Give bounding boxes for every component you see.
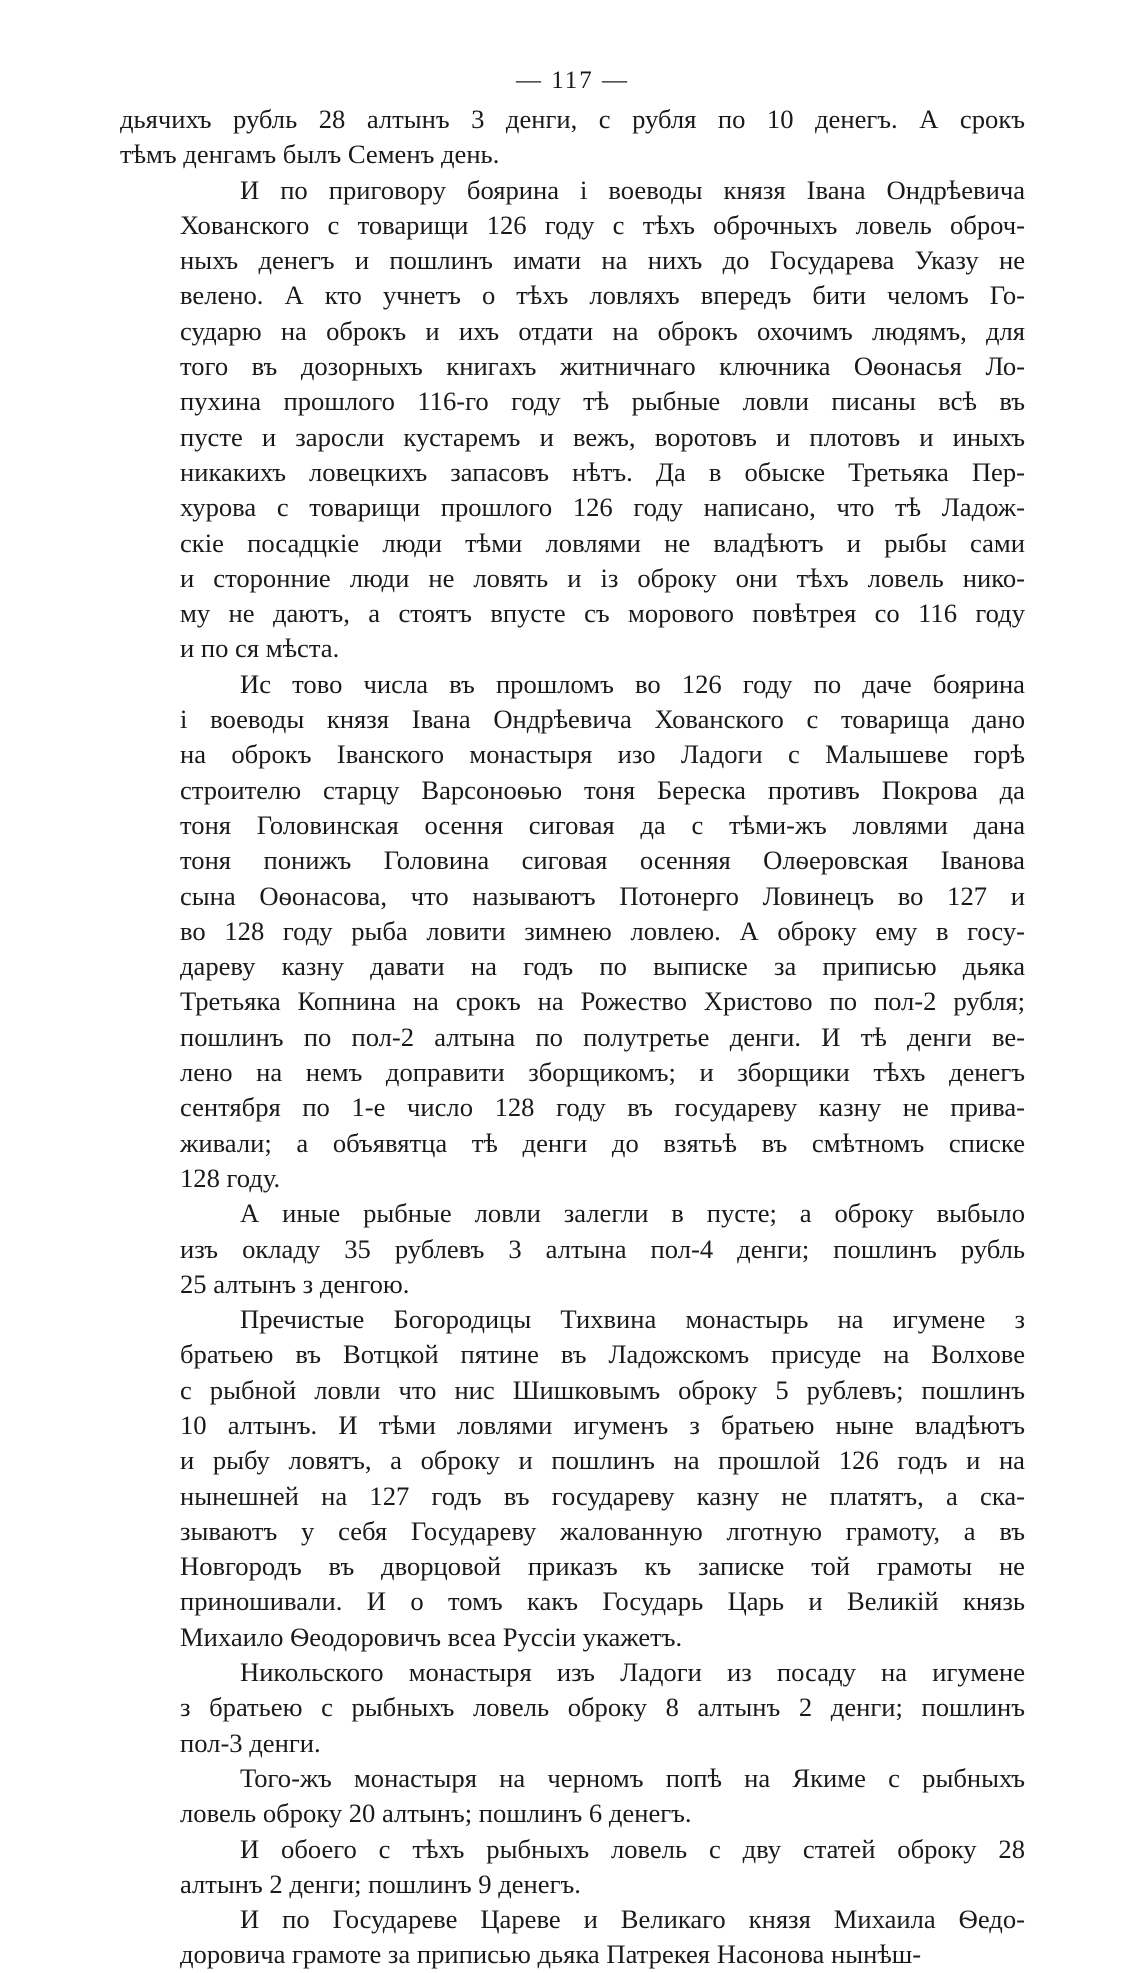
text-line: И обоего с тѣхъ рыбныхъ ловель с дву статей оброку 28 xyxy=(240,1833,1025,1864)
text-line: изъ окладу 35 рублевъ 3 алтына пол-4 денги; пошлинъ рубль xyxy=(180,1233,1025,1264)
paragraph xyxy=(120,1196,1025,1302)
text-line: Новгородъ въ дворцовой приказъ къ записке той грамоты не xyxy=(180,1551,1025,1582)
text-line: и сторонние люди не ловять и із оброку они тѣхъ ловель нико- xyxy=(180,562,1025,593)
paragraph xyxy=(120,1655,1025,1761)
page-number: — 117 — xyxy=(515,67,630,94)
paragraph xyxy=(120,1302,1025,1655)
paragraph xyxy=(120,1761,1025,1832)
text-line: И по приговору боярина і воеводы князя Івана Ондрѣевича xyxy=(240,174,1025,205)
text-line: ныхъ денегъ и пошлинъ имати на нихъ до Государева Указу не xyxy=(180,245,1025,276)
text-line: с рыбной ловли что нис Шишковымъ оброку 5 рублевъ; пошлинъ xyxy=(180,1374,1025,1405)
text-line: приношивали. И о томъ какъ Государь Царь и Великій князь xyxy=(180,1586,1025,1617)
text-line: сентября по 1-е число 128 году въ государеву казну не прива- xyxy=(180,1092,1025,1123)
text-line: му не даютъ, а стоятъ впусте съ морового повѣтрея со 116 году xyxy=(180,598,1025,629)
text-line: з братьею с рыбныхъ ловель оброку 8 алтынъ 2 денги; пошлинъ xyxy=(180,1692,1025,1723)
text-line: хурова с товарищи прошлого 126 году написано, что тѣ Ладож- xyxy=(180,492,1025,523)
text-line: тѣмъ денгамъ былъ Семенъ день. xyxy=(120,139,500,170)
text-line: и по ся мѣста. xyxy=(180,633,340,664)
page-body-text xyxy=(120,102,1025,1973)
text-line: 128 году. xyxy=(180,1162,281,1193)
text-line: Никольского монастыря изъ Ладоги из посаду на игумене xyxy=(240,1657,1025,1688)
text-line: Пречистые Богородицы Тихвина монастырь на игумене з xyxy=(240,1304,1025,1335)
text-line: велено. А кто учнетъ о тѣхъ ловляхъ впередъ бити челомъ Го- xyxy=(180,280,1025,311)
paragraph xyxy=(120,173,1025,667)
text-line: алтынъ 2 денги; пошлинъ 9 денегъ. xyxy=(180,1868,581,1899)
text-line: того въ дозорныхъ книгахъ житничнаго ключника Оѳонасья Ло- xyxy=(180,351,1025,382)
text-line: во 128 году рыба ловити зимнею ловлею. А оброку ему в госу- xyxy=(180,915,1025,946)
text-line: Хованского с товарищи 126 году с тѣхъ оброчныхъ ловель оброч- xyxy=(180,209,1025,240)
paragraph xyxy=(120,1902,1025,1973)
text-line: строителю старцу Варсоноѳью тоня Береска противъ Покрова да xyxy=(180,774,1025,805)
text-line: и рыбу ловятъ, а оброку и пошлинъ на прошлой 126 годъ и на xyxy=(180,1445,1025,1476)
text-line: пухина прошлого 116-го году тѣ рыбные ловли писаны всѣ въ xyxy=(180,386,1025,417)
text-line: нынешней на 127 годъ въ государеву казну не платятъ, а ска- xyxy=(180,1480,1025,1511)
text-line: тоня понижъ Головина сиговая осенняя Олѳеровская Іванова xyxy=(180,845,1025,876)
text-line: 10 алтынъ. И тѣми ловлями игуменъ з братьею ныне владѣютъ xyxy=(180,1409,1025,1440)
text-line: дареву казну давати на годъ по выписке за приписью дьяка xyxy=(180,951,1025,982)
text-line: братьею въ Вотцкой пятине въ Ладожскомъ присуде на Волхове xyxy=(180,1339,1025,1370)
text-line: пусте и заросли кустаремъ и вежъ, воротовъ и плотовъ и иныхъ xyxy=(180,421,1025,452)
text-line: зываютъ у себя Государеву жалованную лготную грамоту, а въ xyxy=(180,1515,1025,1546)
text-line: 25 алтынъ з денгою. xyxy=(180,1268,410,1299)
paragraph xyxy=(120,667,1025,1196)
text-line: ловель оброку 20 алтынъ; пошлинъ 6 денегъ. xyxy=(180,1798,692,1829)
text-line: Того-жъ монастыря на черномъ попѣ на Якиме с рыбныхъ xyxy=(240,1762,1025,1793)
paragraph xyxy=(120,102,1025,173)
text-line: И по Государеве Цареве и Великаго князя Михаила Ѳедо- xyxy=(240,1904,1025,1935)
text-line: пол-3 денги. xyxy=(180,1727,321,1758)
paragraph xyxy=(120,1832,1025,1903)
text-line: доровича грамоте за приписью дьяка Патрекея Насонова нынѣш- xyxy=(180,1939,922,1970)
text-line: тоня Головинская осення сиговая да с тѣми-жъ ловлями дана xyxy=(180,809,1025,840)
text-line: Ис тово числа въ прошломъ во 126 году по даче боярина xyxy=(240,668,1025,699)
text-line: Третьяка Копнина на срокъ на Рожество Христово по пол-2 рубля; xyxy=(180,986,1025,1017)
text-line: живали; а объявятца тѣ денги до взятьѣ въ смѣтномъ списке xyxy=(180,1127,1025,1158)
text-line: Михаило Ѳеодоровичъ всеа Руссіи укажетъ. xyxy=(180,1621,683,1652)
text-line: пошлинъ по пол-2 алтына по полутретье денги. И тѣ денги ве- xyxy=(180,1021,1025,1052)
text-line: лено на немъ доправити зборщикомъ; и зборщики тѣхъ денегъ xyxy=(180,1057,1025,1088)
text-line: никакихъ ловецкихъ запасовъ нѣтъ. Да в обыске Третьяка Пер- xyxy=(180,456,1025,487)
text-line: і воеводы князя Івана Ондрѣевича Хованского с товарища дано xyxy=(180,704,1025,735)
text-line: А иные рыбные ловли залегли в пусте; а оброку выбыло xyxy=(240,1198,1025,1229)
text-line: скіе посадцкіе люди тѣми ловлями не владѣютъ и рыбы сами xyxy=(180,527,1025,558)
text-line: на оброкъ Іванского монастыря изо Ладоги с Малышеве горѣ xyxy=(180,739,1025,770)
text-line: дьячихъ рубль 28 алтынъ 3 денги, с рубля по 10 денегъ. А срокъ xyxy=(120,104,1025,134)
text-line: сына Оѳонасова, что называютъ Потонерго Ловинецъ во 127 и xyxy=(180,880,1025,911)
text-line: сударю на оброкъ и ихъ отдати на оброкъ охочимъ людямъ, для xyxy=(180,315,1025,346)
book-page xyxy=(120,64,1025,1973)
